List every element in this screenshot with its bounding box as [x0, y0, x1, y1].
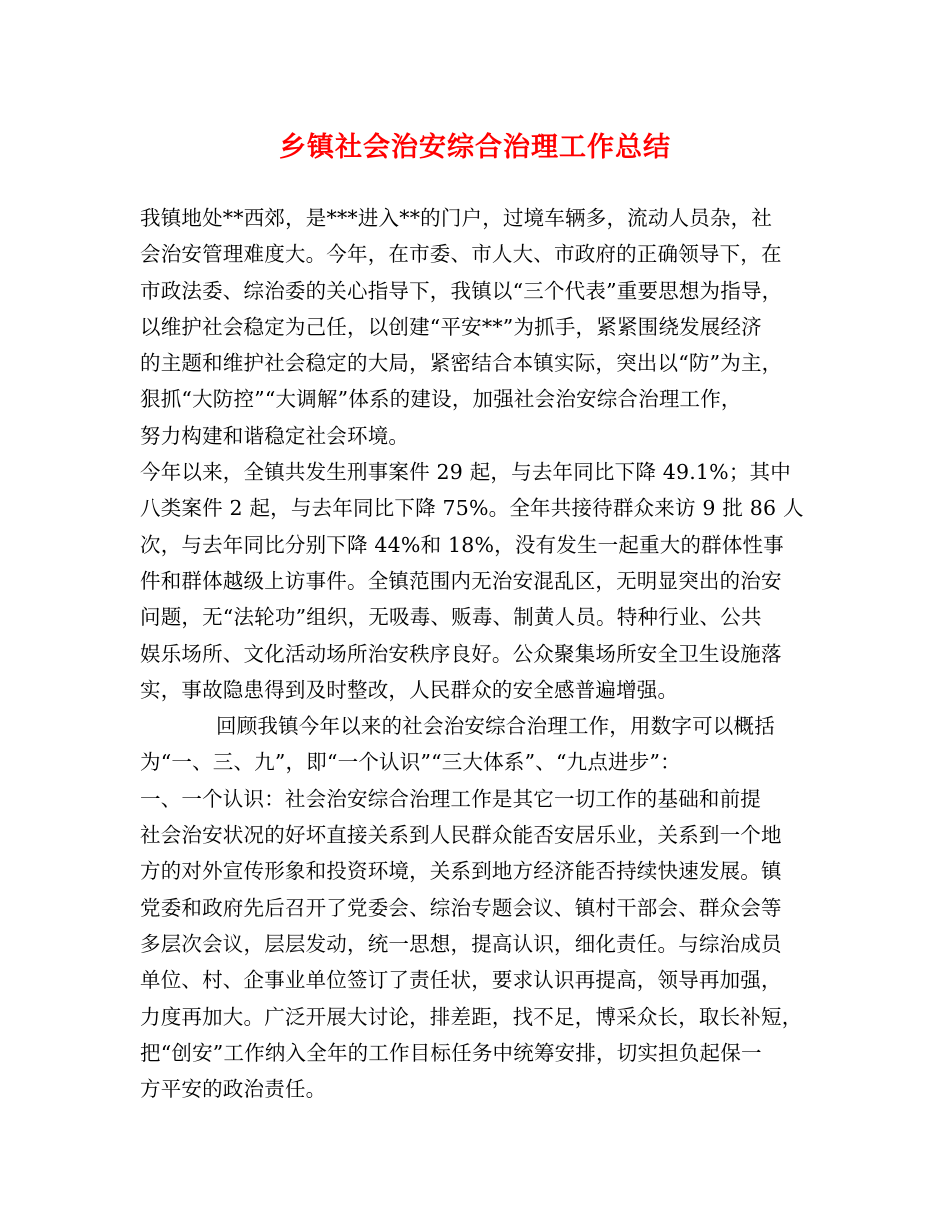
section-heading: 一、一个认识：社会治安综合治理工作是其它一切工作的基础和前提	[140, 786, 761, 811]
text-line: 努力构建和谐稳定社会环境。	[140, 423, 410, 448]
text-line: 实，事故隐患得到及时整改，人民群众的安全感普遍增强。	[140, 677, 679, 702]
document-body	[140, 200, 830, 1107]
text-line: 狠抓“大防控”“大调解”体系的建设，加强社会治安综合治理工作，	[140, 387, 742, 412]
document-title: 乡镇社会治安综合治理工作总结	[279, 132, 671, 163]
text-line: 问题，无“法轮功”组织，无吸毒、贩毒、制黄人员。特种行业、公共	[140, 605, 762, 630]
text-line: 多层次会议，层层发动，统一思想，提高认识，细化责任。与综治成员	[140, 931, 782, 956]
text-line: 力度再加大。广泛开展大讨论，排差距，找不足，博采众长，取长补短，	[140, 1004, 803, 1029]
text-line: 以维护社会稳定为己任，以创建“平安**”为抓手，紧紧围绕发展经济	[140, 314, 762, 339]
text-line: 单位、村、企事业单位签订了责任状，要求认识再提高，领导再加强，	[140, 968, 782, 993]
text-line: 方的对外宣传形象和投资环境，关系到地方经济能否持续快速发展。镇	[140, 859, 782, 884]
text-line: 的主题和维护社会稳定的大局，紧密结合本镇实际，突出以“防”为主，	[140, 351, 783, 376]
text-line: 社会治安状况的好坏直接关系到人民群众能否安居乐业，关系到一个地	[140, 823, 782, 848]
text-line: 会治安管理难度大。今年，在市委、市人大、市政府的正确领导下，在	[140, 242, 782, 267]
text-line: 八类案件 2 起，与去年同比下降 75%。全年共接待群众来访 9 批 86 人	[140, 496, 804, 521]
text-line: 回顾我镇今年以来的社会治安综合治理工作，用数字可以概括	[216, 714, 775, 739]
text-line: 次，与去年同比分别下降 44%和 18%，没有发生一起重大的群体性事	[140, 532, 784, 557]
text-line: 党委和政府先后召开了党委会、综治专题会议、镇村干部会、群众会等	[140, 895, 782, 920]
text-line: 今年以来，全镇共发生刑事案件 29 起，与去年同比下降 49.1%；其中	[140, 460, 791, 485]
text-line: 把“创安”工作纳入全年的工作目标任务中统筹安排，切实担负起保一	[140, 1040, 762, 1065]
text-line: 市政法委、综治委的关心指导下，我镇以“三个代表”重要思想为指导，	[140, 278, 783, 303]
text-line: 为“一、三、九”，即“一个认识”“三大体系”、“九点进步”：	[140, 750, 681, 775]
text-line: 方平安的政治责任。	[140, 1077, 327, 1102]
text-line: 我镇地处**西郊，是***进入**的门户，过境车辆多，流动人员杂，社	[140, 206, 773, 230]
text-line: 件和群体越级上访事件。全镇范围内无治安混乱区，无明显突出的治安	[140, 568, 782, 593]
text-line: 娱乐场所、文化活动场所治安秩序良好。公众聚集场所安全卫生设施落	[140, 641, 782, 666]
